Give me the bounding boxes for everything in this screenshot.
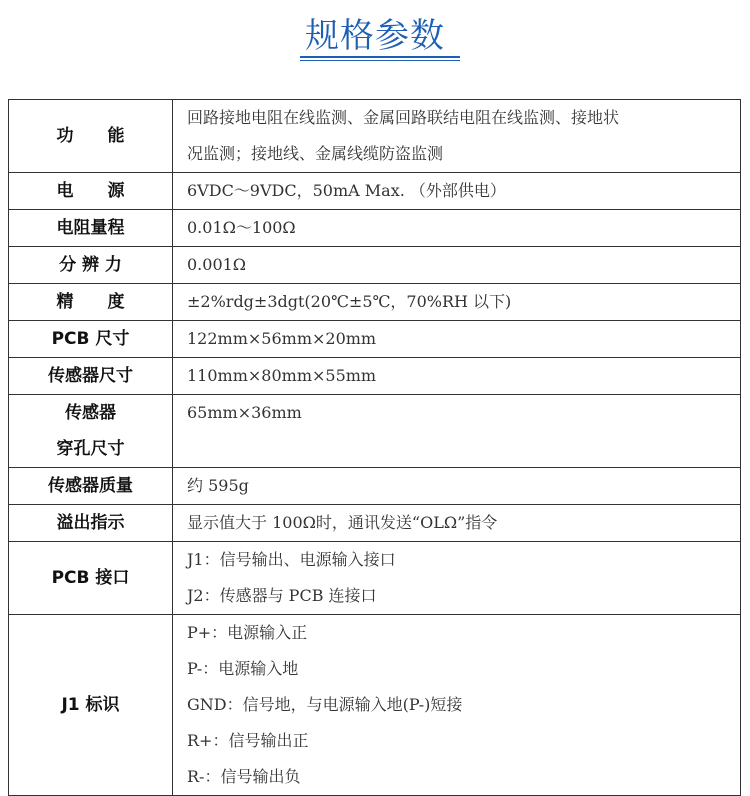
row-label	[9, 505, 173, 542]
header	[0, 0, 750, 99]
table-row	[9, 284, 741, 321]
row-label	[9, 284, 173, 321]
row-value	[173, 505, 741, 542]
row-value-line: R+：信号输出正	[187, 731, 309, 750]
table-row	[9, 173, 741, 210]
table-row	[9, 100, 741, 173]
row-label	[9, 321, 173, 358]
row-value-line: GND：信号地，与电源输入地(P-)短接	[187, 695, 463, 714]
row-label	[9, 542, 173, 615]
spec-table-body	[9, 100, 741, 796]
row-label-text: 电 源	[56, 181, 125, 201]
page-title: 规格参数	[305, 16, 445, 56]
row-value	[173, 358, 741, 395]
row-label	[9, 173, 173, 210]
title-underline-thin	[300, 60, 460, 61]
row-value-line: 65mm×36mm	[187, 403, 302, 422]
row-value	[173, 173, 741, 210]
row-value-line: 显示值大于 100Ω时，通讯发送“OLΩ”指令	[187, 513, 498, 532]
title-underline	[300, 56, 460, 58]
spec-table	[8, 99, 741, 796]
row-value-line: J1：信号输出、电源输入接口	[187, 550, 396, 569]
row-label	[9, 395, 173, 468]
table-row	[9, 395, 741, 468]
row-label-text: J1 标识	[61, 695, 120, 715]
row-value-line: ±2%rdg±3dgt(20℃±5℃，70%RH 以下)	[187, 292, 512, 311]
row-label-text: 电阻量程	[56, 218, 125, 238]
row-label-text: 精 度	[56, 292, 125, 312]
table-row	[9, 358, 741, 395]
row-value-line: 回路接地电阻在线监测、金属回路联结电阻在线监测、接地状	[187, 108, 620, 127]
table-row	[9, 542, 741, 615]
row-label-text: 传感器质量	[48, 476, 133, 496]
row-value-line: P-：电源输入地	[187, 659, 299, 678]
row-label	[9, 615, 173, 796]
table-row	[9, 505, 741, 542]
row-label-text: 功 能	[56, 126, 125, 146]
row-value-line: 0.01Ω～100Ω	[187, 218, 296, 237]
row-label-text: PCB 接口	[51, 568, 130, 588]
row-label-text: 传感器	[65, 403, 116, 423]
row-label	[9, 358, 173, 395]
row-value-line: 况监测；接地线、金属线缆防盗监测	[187, 144, 444, 163]
row-label-text: 穿孔尺寸	[56, 439, 125, 459]
row-value	[173, 284, 741, 321]
row-value-line: 约 595g	[187, 476, 249, 495]
row-value	[173, 395, 741, 468]
row-value-line	[187, 431, 732, 467]
table-row	[9, 615, 741, 796]
table-row	[9, 210, 741, 247]
row-label-text: 传感器尺寸	[48, 366, 133, 386]
table-row	[9, 321, 741, 358]
row-label	[9, 210, 173, 247]
row-label-text: 分 辨 力	[59, 255, 122, 275]
row-value	[173, 247, 741, 284]
row-value-line: 0.001Ω	[187, 255, 247, 274]
row-value-line: P+：电源输入正	[187, 623, 308, 642]
row-label	[9, 100, 173, 173]
table-row	[9, 247, 741, 284]
row-value	[173, 542, 741, 615]
row-value	[173, 210, 741, 247]
row-label-text: 溢出指示	[56, 513, 125, 533]
row-value	[173, 100, 741, 173]
row-label	[9, 247, 173, 284]
row-label	[9, 468, 173, 505]
row-label-text: PCB 尺寸	[51, 329, 130, 349]
row-value	[173, 321, 741, 358]
row-value-line: 6VDC～9VDC，50mA Max. （外部供电）	[187, 181, 506, 200]
row-value-line: R-：信号输出负	[187, 767, 301, 786]
row-value	[173, 468, 741, 505]
row-value-line: 110mm×80mm×55mm	[187, 366, 377, 385]
row-value-line: 122mm×56mm×20mm	[187, 329, 377, 348]
row-value	[173, 615, 741, 796]
row-value-line: J2：传感器与 PCB 连接口	[187, 586, 377, 605]
table-row	[9, 468, 741, 505]
